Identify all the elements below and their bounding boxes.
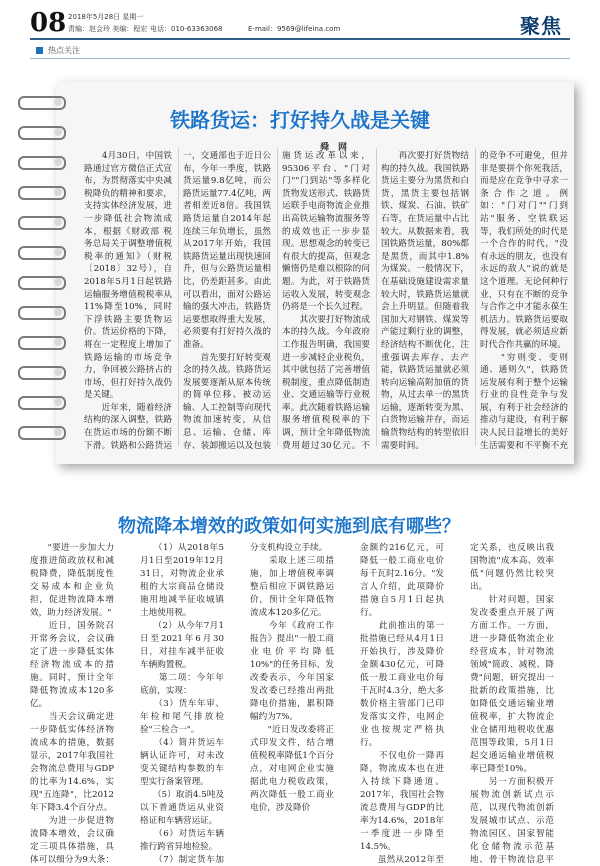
ring-hole-icon	[54, 248, 62, 256]
article-column-5: 定关系，也反映出我国物流"成本高、效率低"问题仍然比较突出。 针对问题，国家发改委重点开展了两方面工作。一方面，进一步降低物流企业经营成本，针对物流领域"简政、减税、降费"问题，研究提出一批新的政策措施，比如降低交通运输业增值税率，扩大物流企业仓储用地税收优惠范围等政策，5月1日起交通运输业增值税率已降至10%。 另一方面积极开展物流创新试点示范，以现代物流创新发展城市试点、示范物流园区、国家智能化仓储物流示范基地、骨干物流信息平	[470, 543, 554, 864]
column-divider	[475, 148, 476, 446]
ring-hole-icon	[54, 338, 62, 346]
ring-hole-icon	[54, 188, 62, 196]
column-divider	[178, 148, 179, 446]
phone-line: 电话：010-63363068	[150, 25, 223, 33]
article-column-3: 施货运改革以来，95306平台、"门对门""门到站"等多样化货物发送形式、铁路货运联手电商物流企业推出高铁运输物流服务等的成效也正一步步显现。思想观念的转变已有很大的提高，但观念懒惰仍是难以根除的问题。为此，对于铁路货运收入发展，转变观念仍将是一个长久过程。 其次要打好物流成本的持久战。今年政府工作报告明确，我国要进一步减轻企业税负，其中就包括了完善增值税制度，重点降低制造业、交通运输等行业税率。此次随着铁路运输服务增值税税率的下调，预计全年降低物流费用超过30亿元。不	[282, 151, 370, 450]
email-line: E-mail：9569@lifeina.com	[248, 25, 341, 33]
page-header	[0, 0, 600, 62]
page-number: 08	[30, 8, 67, 38]
column-tag-marker	[36, 47, 43, 54]
header-rule	[30, 38, 570, 40]
ring-hole-icon	[54, 308, 62, 316]
article-column-3: 分支机构设立手续。 采取上述三项措施，加上增值税率调整后相应下调铁路运价，预计全年降低物流成本120多亿元。 今年《政府工作报告》提出"一般工商业电价平均降低10%"的任务目标，发改委表示，今年国家发改委已经推出两批降电价措施，累积降幅约为7%。 "近日发改委将正式印发文件，结合增值税税率降低1个百分点，对电网企业实施据此电力税收政策，两次降低一般工商业电价，涉及降价	[250, 543, 334, 813]
ring-hole-icon	[54, 98, 62, 106]
issue-date: 2018年5月28日 星期一	[68, 13, 144, 21]
column-tag-rule	[30, 58, 570, 59]
article-column-4: 金额约216亿元，可降低一般工商业电价每千瓦时2.16分。"发言人介绍，此项降价措施自5月1日起执行。 此前推出的第一批措施已经从4月1日开始执行，涉及降价金额430亿元，可降低一般工商业电价每千瓦时4.3分，绝大多数价格主管部门已印发落实文件，电网企业也按规定严格执行。 不仅电价一降再降，物流成本也在进入持续下降通道。2017年，我国社会物流总费用与GDP的比率为14.6%，2018年一季度进一步降至14.5%。 虽然从2012年至	[360, 543, 444, 864]
column-divider	[277, 148, 278, 446]
ring-hole-icon	[54, 128, 62, 136]
article-column-1: "要进一步加大力度推进简政放权和减税降费，降低制度性交易成本和企业负担，促进物流降本增效，助力经济发展。" 近日，国务院召开常务会议，会议确定了进一步降低实体经济物流成本的措施。同时，预计全年降低物流成本120多亿。 当天会议确定进一步降低实体经济物流成本的措施，数据显示，2017年我国社会物流总费用与GDP的比率为14.6%，实现"五连降"，比2012年下降3.4个百分点。 为进一步促进物流降本增效，会议确定三项具体措施，具体可以细分为9大条：	[30, 543, 114, 864]
article-title: 铁路货运：打好持久战是关键	[170, 108, 430, 132]
ring-hole-icon	[54, 278, 62, 286]
ring-hole-icon	[54, 218, 62, 226]
article-column-1: 4月30日，中国铁路通过官方微信正式宣布，为贯彻落实中央减税降负的精神和要求，支持实体经济发展，进一步降低社会物流成本，根据《财政部 税务总局关于调整增值税税率的通知》（财税〔2018〕32号），自2018年5月1日起铁路运输服务增值税税率从11%降至10%，同时下浮铁路主要货物运价。货运价格的下降，将在一定程度上增加了铁路运输的市场竞争力，争回被公路挤占的市场，但打好持久战仍是关键。 近年来，随着经济结构的深入调整，铁路在货运市场的份额不断下滑。铁路和公路货运	[84, 151, 172, 450]
section-name: 聚焦	[520, 14, 562, 38]
article-column-4: 再次要打好货物结构的持久战。我国铁路货运主要分为黑货和白货，黑货主要包括钢铁、煤炭、石油、铁矿石等，在货运量中占比较大。从数据来看，我国铁路货运量，80%都是黑货，而其中1.8%为煤炭。一般情况下，在基础设施建设需求量较大时，铁路货运量就会上升明显。但随着我国加大对钢铁、煤炭等产能过剩行业的调整，经济结构不断优化，注重强调去库存、去产能，铁路货运量就必须转向运输高附加值的货物，从过去单一的黑货运输，逐渐转变为黑、白货物运输并存，而运输货物结构的转型依旧需要时间。	[381, 151, 469, 450]
article-author: 舜 网	[320, 143, 348, 153]
article-column-2: （1）从2018年5月1日至2019年12月31日，对物流企业承租的大宗商品仓储设施用地减半征收城镇土地使用税。 （2）从今年7月1日至2021年6月30日，对挂车减半征收车辆购置税。 第二项：今年年底前，实现： （3）货车年审、年检和尾气排放检验"三检合一"。 （4）简并货运车辆认证许可，对未改变关键结构参数的车型实行备案管理。 （5）取消4.5吨及以下普通货运从业资格证和车辆营运证。 （6）对货运车辆推行跨省异地检验。 （7）制定货车加	[140, 543, 224, 864]
editor-credits: 责编：赵会玲 美编：程宏	[68, 25, 148, 33]
article-column-2: 一，交通部也于近日公布，今年一季度，铁路货运量9.8亿吨，而公路货运量77.4亿吨，两者相差近8倍。我国铁路货运量自2014年起连续三年负增长，虽然从2017年开始，我国铁路货运量出现快速回升，但与公路货运量相比，仍差距甚多。由此可以看出，面对公路运输的强大冲击，铁路货运要想取得重大发展，必须要有打好持久战的准备。 首先要打好转变观念的持久战。铁路货运发展要逐渐从原本传统的简单位移、被动运输、人工控制等向现代物流加速转变，从信息、运输、仓储、库存、装卸搬运以及包装	[183, 151, 271, 450]
ring-hole-icon	[54, 398, 62, 406]
ring-hole-icon	[54, 158, 62, 166]
ring-hole-icon	[54, 428, 62, 436]
column-tag: 热点关注	[48, 46, 80, 55]
column-divider	[376, 148, 377, 446]
article-column-5: 的竞争不可避免，但并非是要拼个你死我活，而是应在竞争中寻求一条合作之道。例如："门对门""门到站"服务、空铁联运等，我们所处的时代是一个合作的时代，"没有永远的朋友，也没有永远的敌人"说的就是这个道理。无论何种行业，只有在不断的竞争与合作之中才能永葆生机活力。铁路货运要取得发展，就必须适应新时代合作共赢的环境。 "穷则变、变则通、通则久"，铁路货运发展有利于整个运输行业的良性竞争与发展，有利于社会经济的推动与建设，有利于解决人民日益增长的美好生活需要和不平衡不充	[480, 151, 568, 450]
spiral-binding-icon	[18, 82, 68, 472]
article-title: 物流降本增效的政策如何实施到底有哪些？	[118, 516, 460, 537]
ring-hole-icon	[54, 368, 62, 376]
